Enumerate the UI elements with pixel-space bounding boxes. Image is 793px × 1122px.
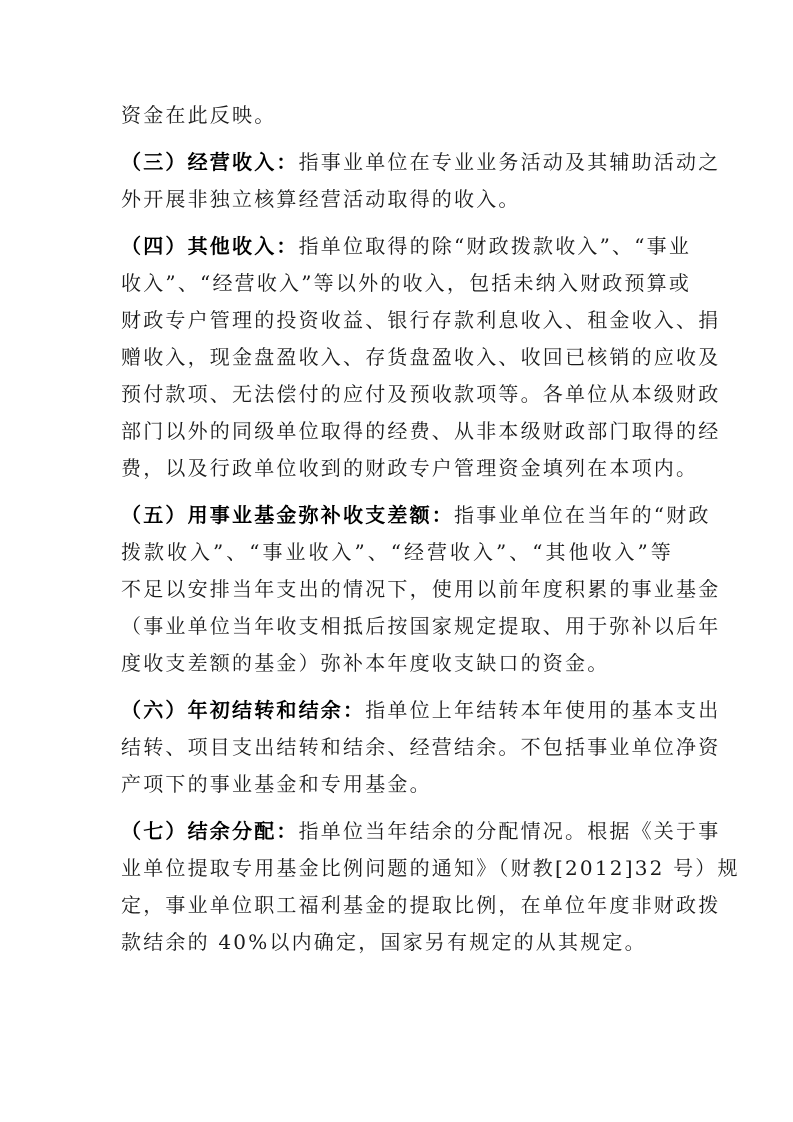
paragraph-gap: [121, 682, 673, 692]
line-text: （事业单位当年收支相抵后按国家规定提取、用于弥补以后年: [121, 614, 721, 638]
line-text: 结转、项目支出结转和结余、经营结余。不包括事业单位净资: [121, 735, 721, 759]
paragraph-heading: （三）经营收入：: [121, 150, 299, 174]
text-line: [121, 692, 721, 729]
paragraph-gap: [121, 487, 673, 497]
line-text: 指事业单位在专业业务活动及其辅助活动之: [298, 150, 721, 174]
line-text: 指事业单位在当年的“财政: [454, 503, 711, 527]
paragraph-heading: （七）结余分配：: [121, 819, 299, 843]
text-line: [121, 376, 721, 413]
line-text: 赠收入，现金盘盈收入、存货盘盈收入、收回已核销的应收及: [121, 345, 721, 369]
line-text: 财政专户管理的投资收益、银行存款利息收入、租金收入、捐: [121, 308, 721, 332]
line-text: 指单位上年结转本年使用的基本支出: [365, 698, 721, 722]
text-line: [121, 766, 673, 803]
line-text: 拨款收入”、“事业收入”、“经营收入”、“其他收入”等: [121, 540, 673, 564]
text-line: [121, 645, 673, 682]
text-line: [121, 450, 699, 487]
text-line: [121, 887, 721, 924]
text-line: [121, 265, 692, 302]
paragraph-gap: [121, 218, 673, 228]
text-line: [121, 729, 721, 766]
line-text: 定，事业单位职工福利基金的提取比例，在单位年度非财政拨: [121, 893, 721, 917]
line-text: 资金在此反映。: [121, 103, 277, 127]
line-text: 指单位当年结余的分配情况。根据《关于事: [298, 819, 721, 843]
paragraph-continuation: [121, 97, 673, 134]
paragraph-gap: [121, 134, 673, 144]
text-line: [121, 497, 711, 534]
document-body: [121, 97, 740, 961]
line-text: 不足以安排当年支出的情况下，使用以前年度积累的事业基金: [121, 577, 721, 601]
paragraph-surplus-distribution: [121, 813, 740, 961]
line-text: 度收支差额的基金）弥补本年度收支缺口的资金。: [121, 651, 610, 675]
text-line: [121, 144, 721, 181]
text-line: [121, 608, 721, 645]
text-line: [121, 228, 692, 265]
paragraph-heading: （五）用事业基金弥补收支差额：: [121, 503, 454, 527]
text-line: [121, 850, 740, 887]
line-text: 外开展非独立核算经营活动取得的收入。: [121, 187, 521, 211]
line-text: 预付款项、无法偿付的应付及预收款项等。各单位从本级财政: [121, 382, 721, 406]
text-line: [121, 924, 673, 961]
text-line: [121, 97, 673, 134]
text-line: [121, 302, 721, 339]
paragraph-other-income: [121, 228, 721, 487]
text-line: [121, 339, 721, 376]
text-line: [121, 571, 721, 608]
text-line: [121, 534, 673, 571]
text-line: [121, 181, 673, 218]
line-text: 产项下的事业基金和专用基金。: [121, 772, 432, 796]
line-text: 款结余的 40%以内确定，国家另有规定的从其规定。: [121, 930, 647, 954]
line-text: 业单位提取专用基金比例问题的通知》（财教[2012]32 号）规: [121, 856, 740, 880]
line-text: 指单位取得的除“财政拨款收入”、“事业: [298, 234, 692, 258]
line-text: 费，以及行政单位收到的财政专户管理资金填列在本项内。: [121, 456, 699, 480]
line-text: 收入”、“经营收入”等以外的收入，包括未纳入财政预算或: [121, 271, 692, 295]
text-line: [121, 813, 721, 850]
line-text: 部门以外的同级单位取得的经费、从非本级财政部门取得的经: [121, 419, 721, 443]
paragraph-carryover-balance: [121, 692, 721, 803]
paragraph-heading: （六）年初结转和结余：: [121, 698, 366, 722]
paragraph-gap: [121, 803, 673, 813]
paragraph-heading: （四）其他收入：: [121, 234, 299, 258]
paragraph-operating-income: [121, 144, 721, 218]
text-line: [121, 413, 721, 450]
paragraph-business-fund-offset: [121, 497, 721, 682]
